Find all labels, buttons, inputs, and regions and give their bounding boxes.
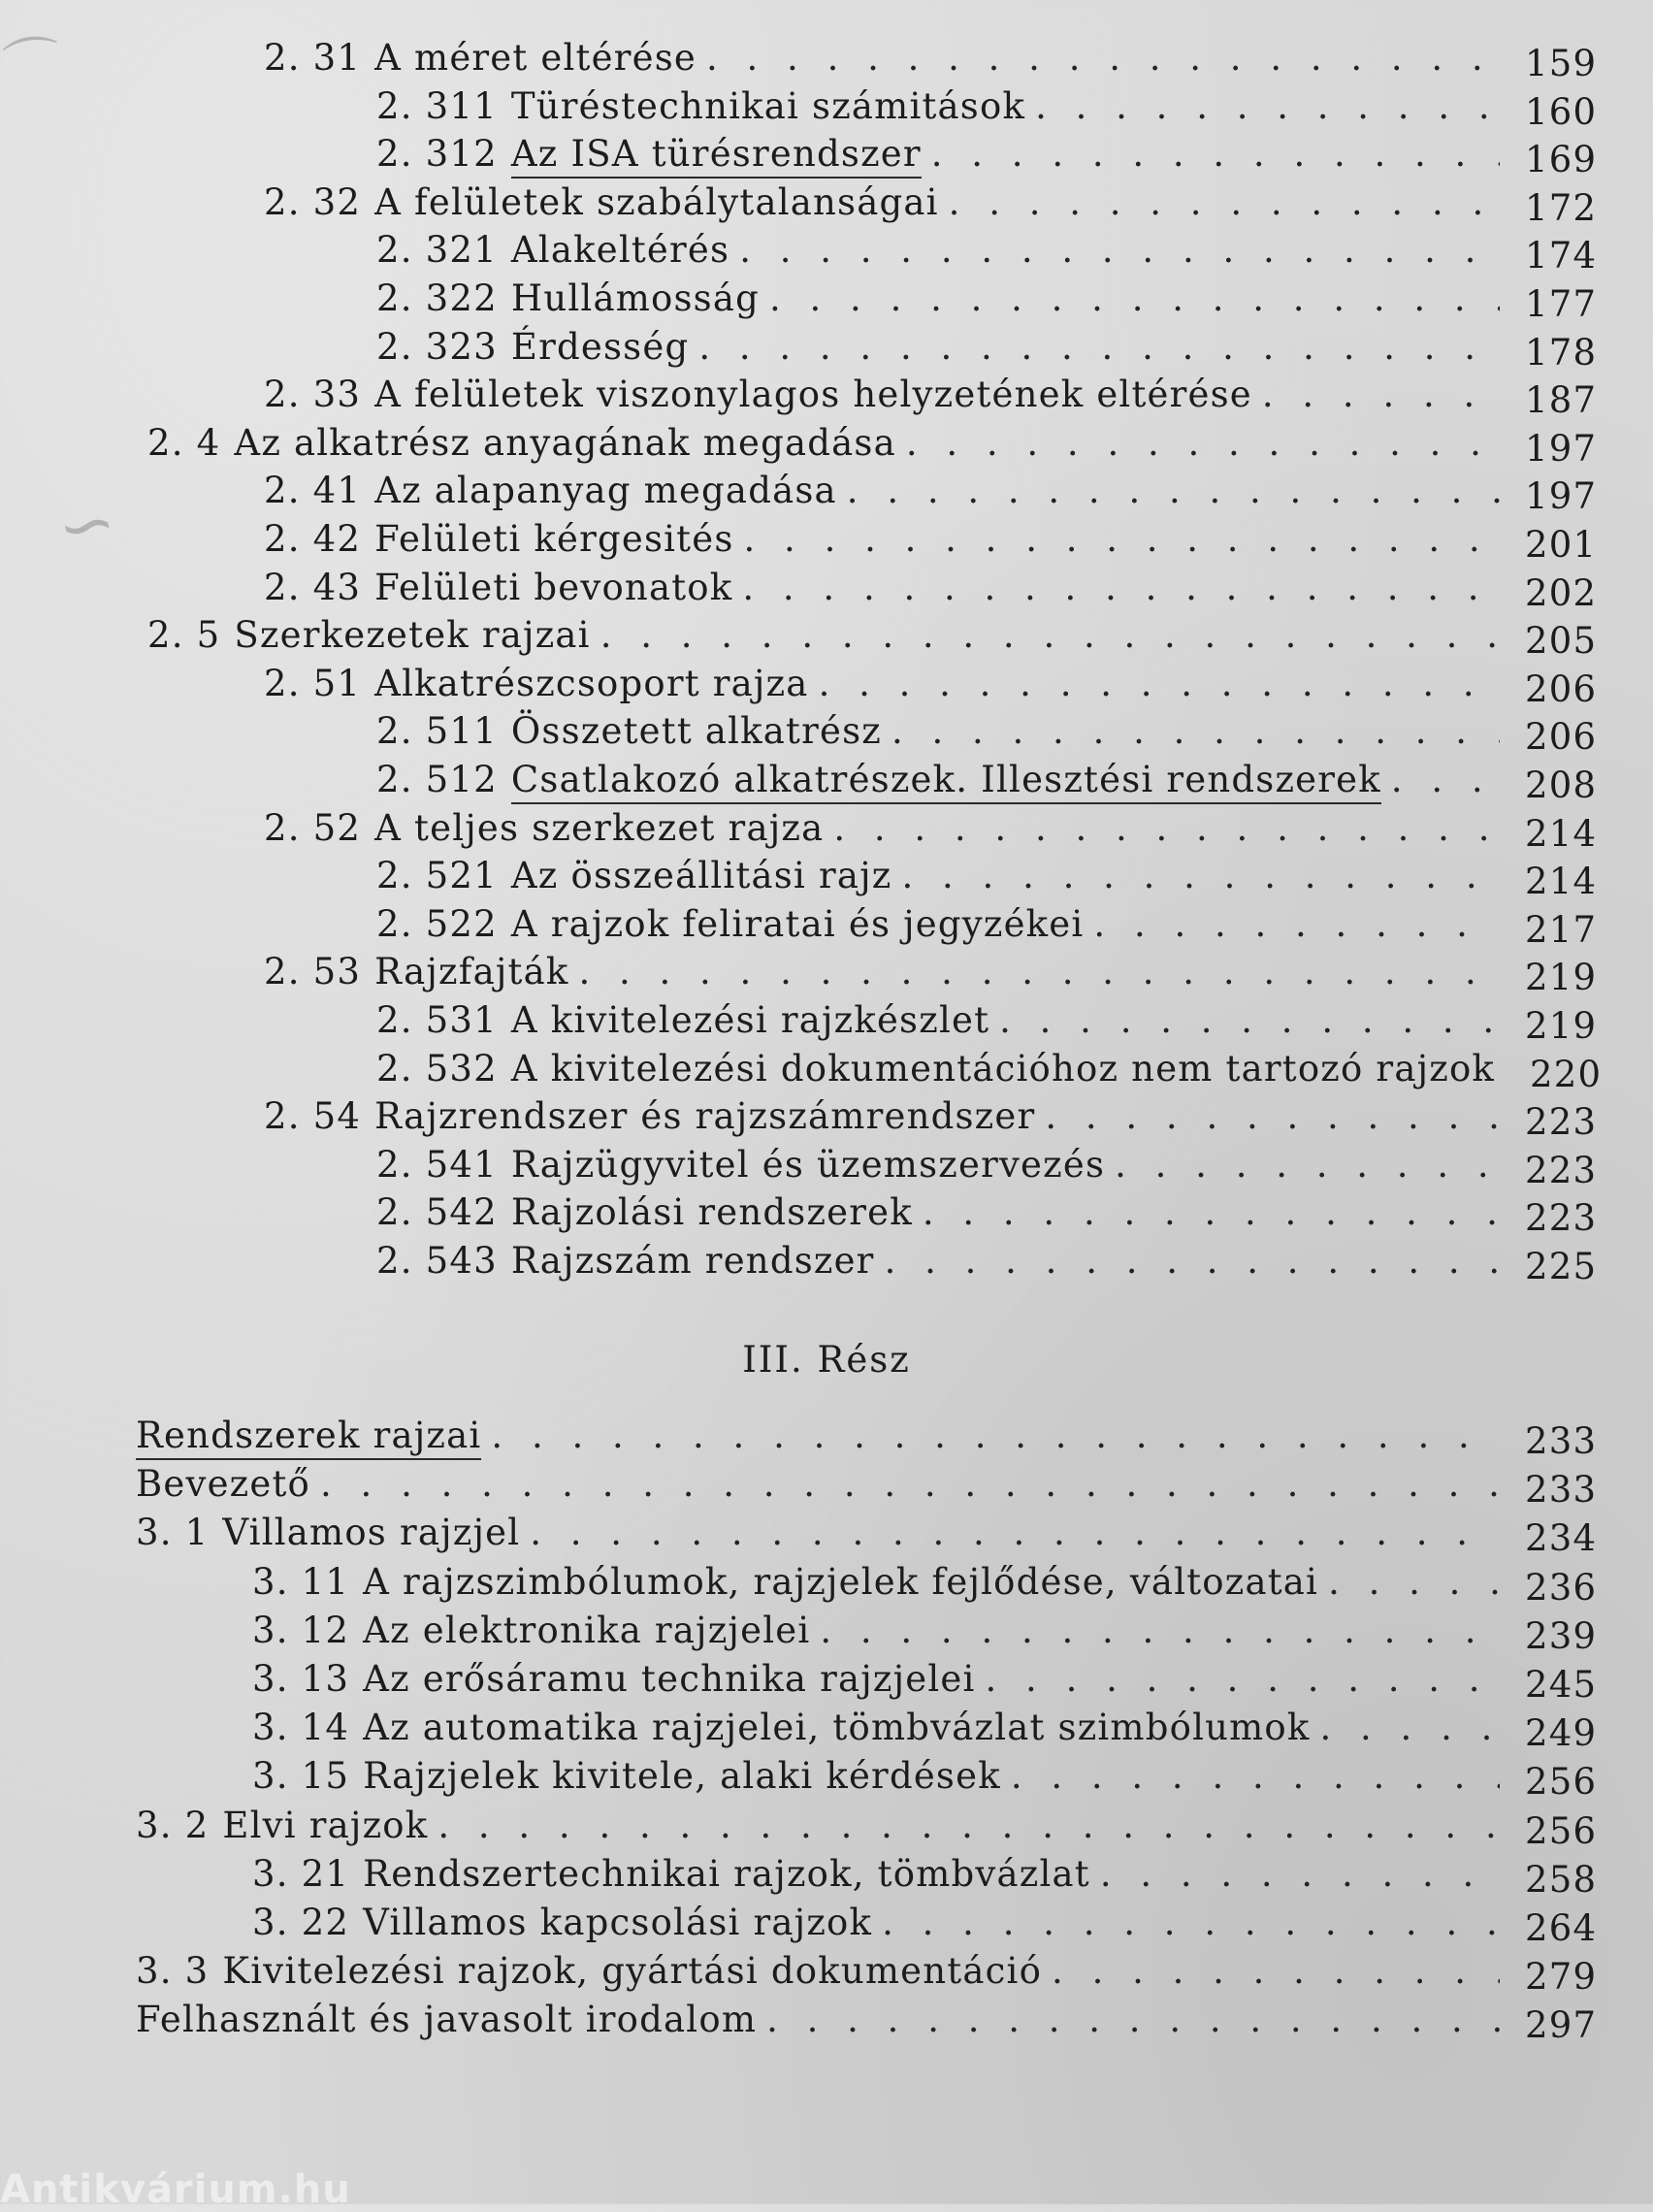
dot-leader (1011, 1755, 1500, 1797)
toc-entry-title: A méret eltérése (374, 37, 697, 79)
dot-leader (706, 37, 1500, 79)
toc-entry-page: 201 (1525, 524, 1598, 566)
toc-entry (264, 518, 1598, 566)
toc-entry-page: 187 (1525, 379, 1598, 421)
dot-leader (438, 1805, 1500, 1846)
toc-entry-title: Rendszertechnikai rajzok, tömbvázlat (363, 1853, 1090, 1895)
dot-leader (744, 518, 1500, 560)
dot-leader (1391, 759, 1500, 800)
toc-entry-number: 2. 42 (264, 518, 362, 560)
toc-entry-number: 2. 542 (376, 1191, 498, 1233)
toc-entry-page: 297 (1525, 2004, 1598, 2046)
toc-entry (264, 374, 1598, 421)
toc-entry-number: 2. 43 (264, 567, 362, 608)
toc-entry-number: 2. 52 (264, 807, 362, 849)
toc-entry-number: 2. 5 (147, 614, 221, 656)
toc-entry-page: 223 (1525, 1150, 1598, 1191)
toc-entry-number: 2. 511 (376, 710, 498, 752)
dot-leader (885, 1240, 1500, 1282)
toc-entry (252, 1707, 1598, 1754)
toc-entry-number: 2. 33 (264, 374, 362, 415)
toc-entry-number: 2. 322 (376, 277, 498, 319)
toc-entry-page: 223 (1525, 1197, 1598, 1239)
toc-entry-page: 219 (1525, 1005, 1598, 1047)
toc-entry (376, 326, 1598, 374)
toc-entry-number: 2. 543 (376, 1240, 498, 1282)
section-heading: III. Rész (742, 1339, 911, 1381)
toc-entry-title: Alakeltérés (510, 229, 730, 271)
dot-leader (906, 422, 1500, 464)
toc-entry-title: Az összeállitási rajz (510, 855, 892, 896)
toc-entry-title: Elvi rajzok (222, 1805, 429, 1846)
toc-entry-page: 219 (1525, 957, 1598, 998)
toc-entry-title: Rajzrendszer és rajzszámrendszer (374, 1095, 1036, 1137)
toc-entry-title: Az elektronika rajzjelei (363, 1610, 811, 1651)
toc-entry-number: 3. 11 (252, 1561, 350, 1603)
toc-entry-page: 236 (1525, 1567, 1598, 1609)
toc-entry (376, 999, 1598, 1047)
dot-leader (1328, 1561, 1500, 1603)
toc-entry-page: 279 (1525, 1956, 1598, 1998)
toc-entry-number: 3. 21 (252, 1853, 350, 1895)
toc-entry-number: 3. 22 (252, 1902, 350, 1943)
toc-entry (136, 1805, 1598, 1852)
toc-entry-page: 217 (1525, 909, 1598, 951)
toc-entry-title: Az automatika rajzjelei, tömbvázlat szimbólumok (363, 1707, 1311, 1748)
toc-entry (376, 1240, 1598, 1287)
toc-entry-page: 174 (1525, 235, 1598, 276)
toc-entry (252, 1853, 1598, 1901)
dot-leader (833, 807, 1500, 849)
toc-entry-page: 234 (1525, 1517, 1598, 1559)
dot-leader (931, 133, 1500, 175)
toc-entry-page: 214 (1525, 813, 1598, 855)
toc-entry-number: 3. 12 (252, 1610, 350, 1651)
toc-entry-page: 249 (1525, 1712, 1598, 1754)
toc-entry-number: 3. 15 (252, 1755, 350, 1797)
dot-leader (1035, 85, 1500, 127)
toc-entry-title: Rajzjelek kivitele, alaki kérdések (363, 1755, 1001, 1797)
toc-entry-number: 2. 321 (376, 229, 498, 271)
toc-entry-page: 178 (1525, 332, 1598, 374)
toc-entry-page: 202 (1525, 572, 1598, 614)
toc-entry-title: Hullámosság (510, 277, 760, 319)
dot-leader (739, 229, 1500, 271)
toc-entry-title: Rajzfajták (374, 951, 569, 992)
dot-leader (578, 951, 1500, 992)
toc-entry (252, 1755, 1598, 1803)
toc-entry-page: 206 (1525, 668, 1598, 710)
toc-entry-title: Felületi kérgesités (374, 518, 734, 560)
toc-entry (376, 133, 1598, 180)
toc-entry-page: 214 (1525, 861, 1598, 902)
dot-leader (847, 470, 1500, 511)
toc-entry-number: 2. 521 (376, 855, 498, 896)
toc-entry (376, 1191, 1598, 1239)
toc-entry-title: Összetett alkatrész (510, 710, 882, 752)
toc-entry (376, 710, 1598, 758)
toc-entry (376, 229, 1598, 276)
toc-entry (376, 1144, 1598, 1191)
toc-entry-title: A teljes szerkezet rajza (374, 807, 825, 849)
toc-entry-page: 223 (1525, 1101, 1598, 1143)
toc-entry (376, 855, 1598, 902)
toc-entry (264, 951, 1598, 998)
toc-entry-title: Csatlakozó alkatrészek. Illesztési rendszerek (511, 759, 1381, 804)
dot-leader (986, 1658, 1500, 1700)
toc-entry-number: 3. 13 (252, 1658, 350, 1700)
dot-leader (766, 1999, 1500, 2040)
toc-entry-title: Rajzolási rendszerek (510, 1191, 913, 1233)
toc-entry-number: 2. 4 (147, 422, 221, 464)
toc-entry-page: 197 (1525, 428, 1598, 470)
toc-entry-page: 208 (1525, 764, 1598, 806)
toc-entry (264, 470, 1598, 517)
toc-entry-number: 3. 2 (136, 1805, 210, 1846)
dot-leader (999, 999, 1500, 1041)
dot-leader (1093, 903, 1500, 945)
toc-entry (136, 1512, 1598, 1559)
toc-entry-title: A kivitelezési rajzkészlet (510, 999, 990, 1041)
toc-entry-title: Alkatrészcsoport rajza (374, 663, 809, 704)
toc-entry (264, 1095, 1598, 1143)
toc-entry-number: 3. 1 (136, 1512, 210, 1553)
dot-leader (819, 663, 1500, 704)
toc-entry-number: 2. 53 (264, 951, 362, 992)
toc-entry-page: 233 (1525, 1469, 1598, 1511)
toc-entry-number: 2. 323 (376, 326, 498, 368)
toc-entry-page: 206 (1525, 716, 1598, 758)
toc-entry-title: Bevezető (136, 1463, 311, 1505)
toc-entry-number: 3. 14 (252, 1707, 350, 1748)
toc-entry-page: 172 (1525, 187, 1598, 229)
pencil-mark-icon: ∽ (50, 479, 123, 570)
toc-entry-page: 256 (1525, 1761, 1598, 1803)
toc-entry-title: A rajzszimbólumok, rajzjelek fejlődése, változatai (363, 1561, 1319, 1603)
toc-entry-title: A felületek szabálytalanságai (374, 181, 939, 223)
toc-entry-number: 2. 51 (264, 663, 362, 704)
toc-entry (136, 1463, 1598, 1511)
toc-entry-title: Érdesség (510, 326, 690, 368)
dot-leader (1052, 1950, 1500, 1992)
toc-entry-title: Kivitelezési rajzok, gyártási dokumentáció (222, 1950, 1043, 1992)
toc-entry (376, 759, 1598, 806)
toc-entry (264, 567, 1598, 614)
toc-entry-page: 169 (1525, 139, 1598, 180)
toc-entry-title: Az alkatrész anyagának megadása (234, 422, 896, 464)
dot-leader (923, 1191, 1500, 1233)
dot-leader (1320, 1707, 1500, 1748)
toc-entry-number: 2. 31 (264, 37, 362, 79)
toc-entry (252, 1610, 1598, 1657)
toc-entry-number: 2. 32 (264, 181, 362, 223)
toc-entry (376, 903, 1598, 951)
toc-entry-number: 2. 312 (376, 133, 498, 175)
toc-entry-number: 3. 3 (136, 1950, 210, 1992)
toc-entry (252, 1902, 1598, 1949)
dot-leader (742, 567, 1500, 608)
toc-entry (136, 1950, 1598, 1998)
dot-leader (1115, 1144, 1500, 1186)
toc-entry-title: A rajzok feliratai és jegyzékei (510, 903, 1085, 945)
dot-leader (949, 181, 1500, 223)
toc-entry-number: 2. 512 (376, 759, 498, 800)
toc-entry (376, 277, 1598, 325)
toc-entry-number: 2. 54 (264, 1095, 362, 1137)
toc-entry-page: 220 (1530, 1054, 1603, 1095)
toc-entry-page: 258 (1525, 1859, 1598, 1901)
dot-leader (320, 1463, 1500, 1505)
toc-entry-page: 197 (1525, 475, 1598, 517)
toc-entry-number: 2. 311 (376, 85, 498, 127)
dot-leader (600, 614, 1500, 656)
toc-entry-title: A kivitelezési dokumentációhoz nem tartozó rajzok (510, 1048, 1496, 1090)
toc-entry (136, 1415, 1598, 1462)
toc-entry-title: Villamos kapcsolási rajzok (363, 1902, 873, 1943)
toc-entry-page: 160 (1525, 91, 1598, 133)
toc-entry-page: 245 (1525, 1664, 1598, 1706)
toc-entry-page: 264 (1525, 1907, 1598, 1949)
dot-leader (1262, 374, 1500, 415)
toc-entry-title: Az alapanyag megadása (374, 470, 837, 511)
toc-entry-title: Villamos rajzjel (222, 1512, 521, 1553)
dot-leader (882, 1902, 1500, 1943)
toc-entry-page: 225 (1525, 1246, 1598, 1287)
dot-leader (530, 1512, 1500, 1553)
toc-entry-page: 177 (1525, 283, 1598, 325)
toc-entry-title: Rajzszám rendszer (510, 1240, 875, 1282)
toc-entry-page: 205 (1525, 620, 1598, 662)
toc-entry-page: 159 (1525, 43, 1598, 84)
toc-entry-number: 2. 522 (376, 903, 498, 945)
toc-entry (264, 181, 1598, 229)
toc-entry-number: 2. 41 (264, 470, 362, 511)
toc-entry (264, 663, 1598, 710)
dot-leader (491, 1415, 1500, 1456)
toc-entry-number: 2. 541 (376, 1144, 498, 1186)
dot-leader (769, 277, 1500, 319)
pencil-mark-icon: ⌒ (0, 28, 66, 102)
toc-entry-title: A felületek viszonylagos helyzetének eltérése (374, 374, 1252, 415)
watermark: Antikvárium.hu (0, 2167, 351, 2212)
toc-entry (264, 37, 1598, 84)
toc-entry-title: Az erősáramu technika rajzjelei (363, 1658, 976, 1700)
toc-entry-title: Felhasznált és javasolt irodalom (136, 1999, 758, 2040)
toc-entry (264, 807, 1598, 855)
toc-entry-page: 239 (1525, 1615, 1598, 1657)
dot-leader (902, 855, 1501, 896)
toc-entry-title: Rendszerek rajzai (136, 1415, 481, 1460)
toc-entry-number: 2. 531 (376, 999, 498, 1041)
dot-leader (1100, 1853, 1500, 1895)
dot-leader (1045, 1095, 1500, 1137)
toc-entry-title: Szerkezetek rajzai (234, 614, 591, 656)
toc-entry (376, 1048, 1603, 1095)
toc-entry (147, 422, 1598, 470)
dot-leader (820, 1610, 1500, 1651)
toc-entry-page: 256 (1525, 1810, 1598, 1852)
toc-entry-title: Türéstechnikai számitások (510, 85, 1026, 127)
toc-entry (252, 1561, 1598, 1609)
toc-entry-title: Rajzügyvitel és üzemszervezés (510, 1144, 1106, 1186)
toc-entry (147, 614, 1598, 662)
toc-entry-number: 2. 532 (376, 1048, 498, 1090)
toc-entry (252, 1658, 1598, 1706)
dot-leader (698, 326, 1500, 368)
dot-leader (891, 710, 1500, 752)
toc-entry-title: Felületi bevonatok (374, 567, 733, 608)
toc-entry (376, 85, 1598, 133)
toc-entry-title: Az ISA türésrendszer (511, 133, 922, 179)
toc-entry (136, 1999, 1598, 2046)
toc-entry-page: 233 (1525, 1420, 1598, 1462)
